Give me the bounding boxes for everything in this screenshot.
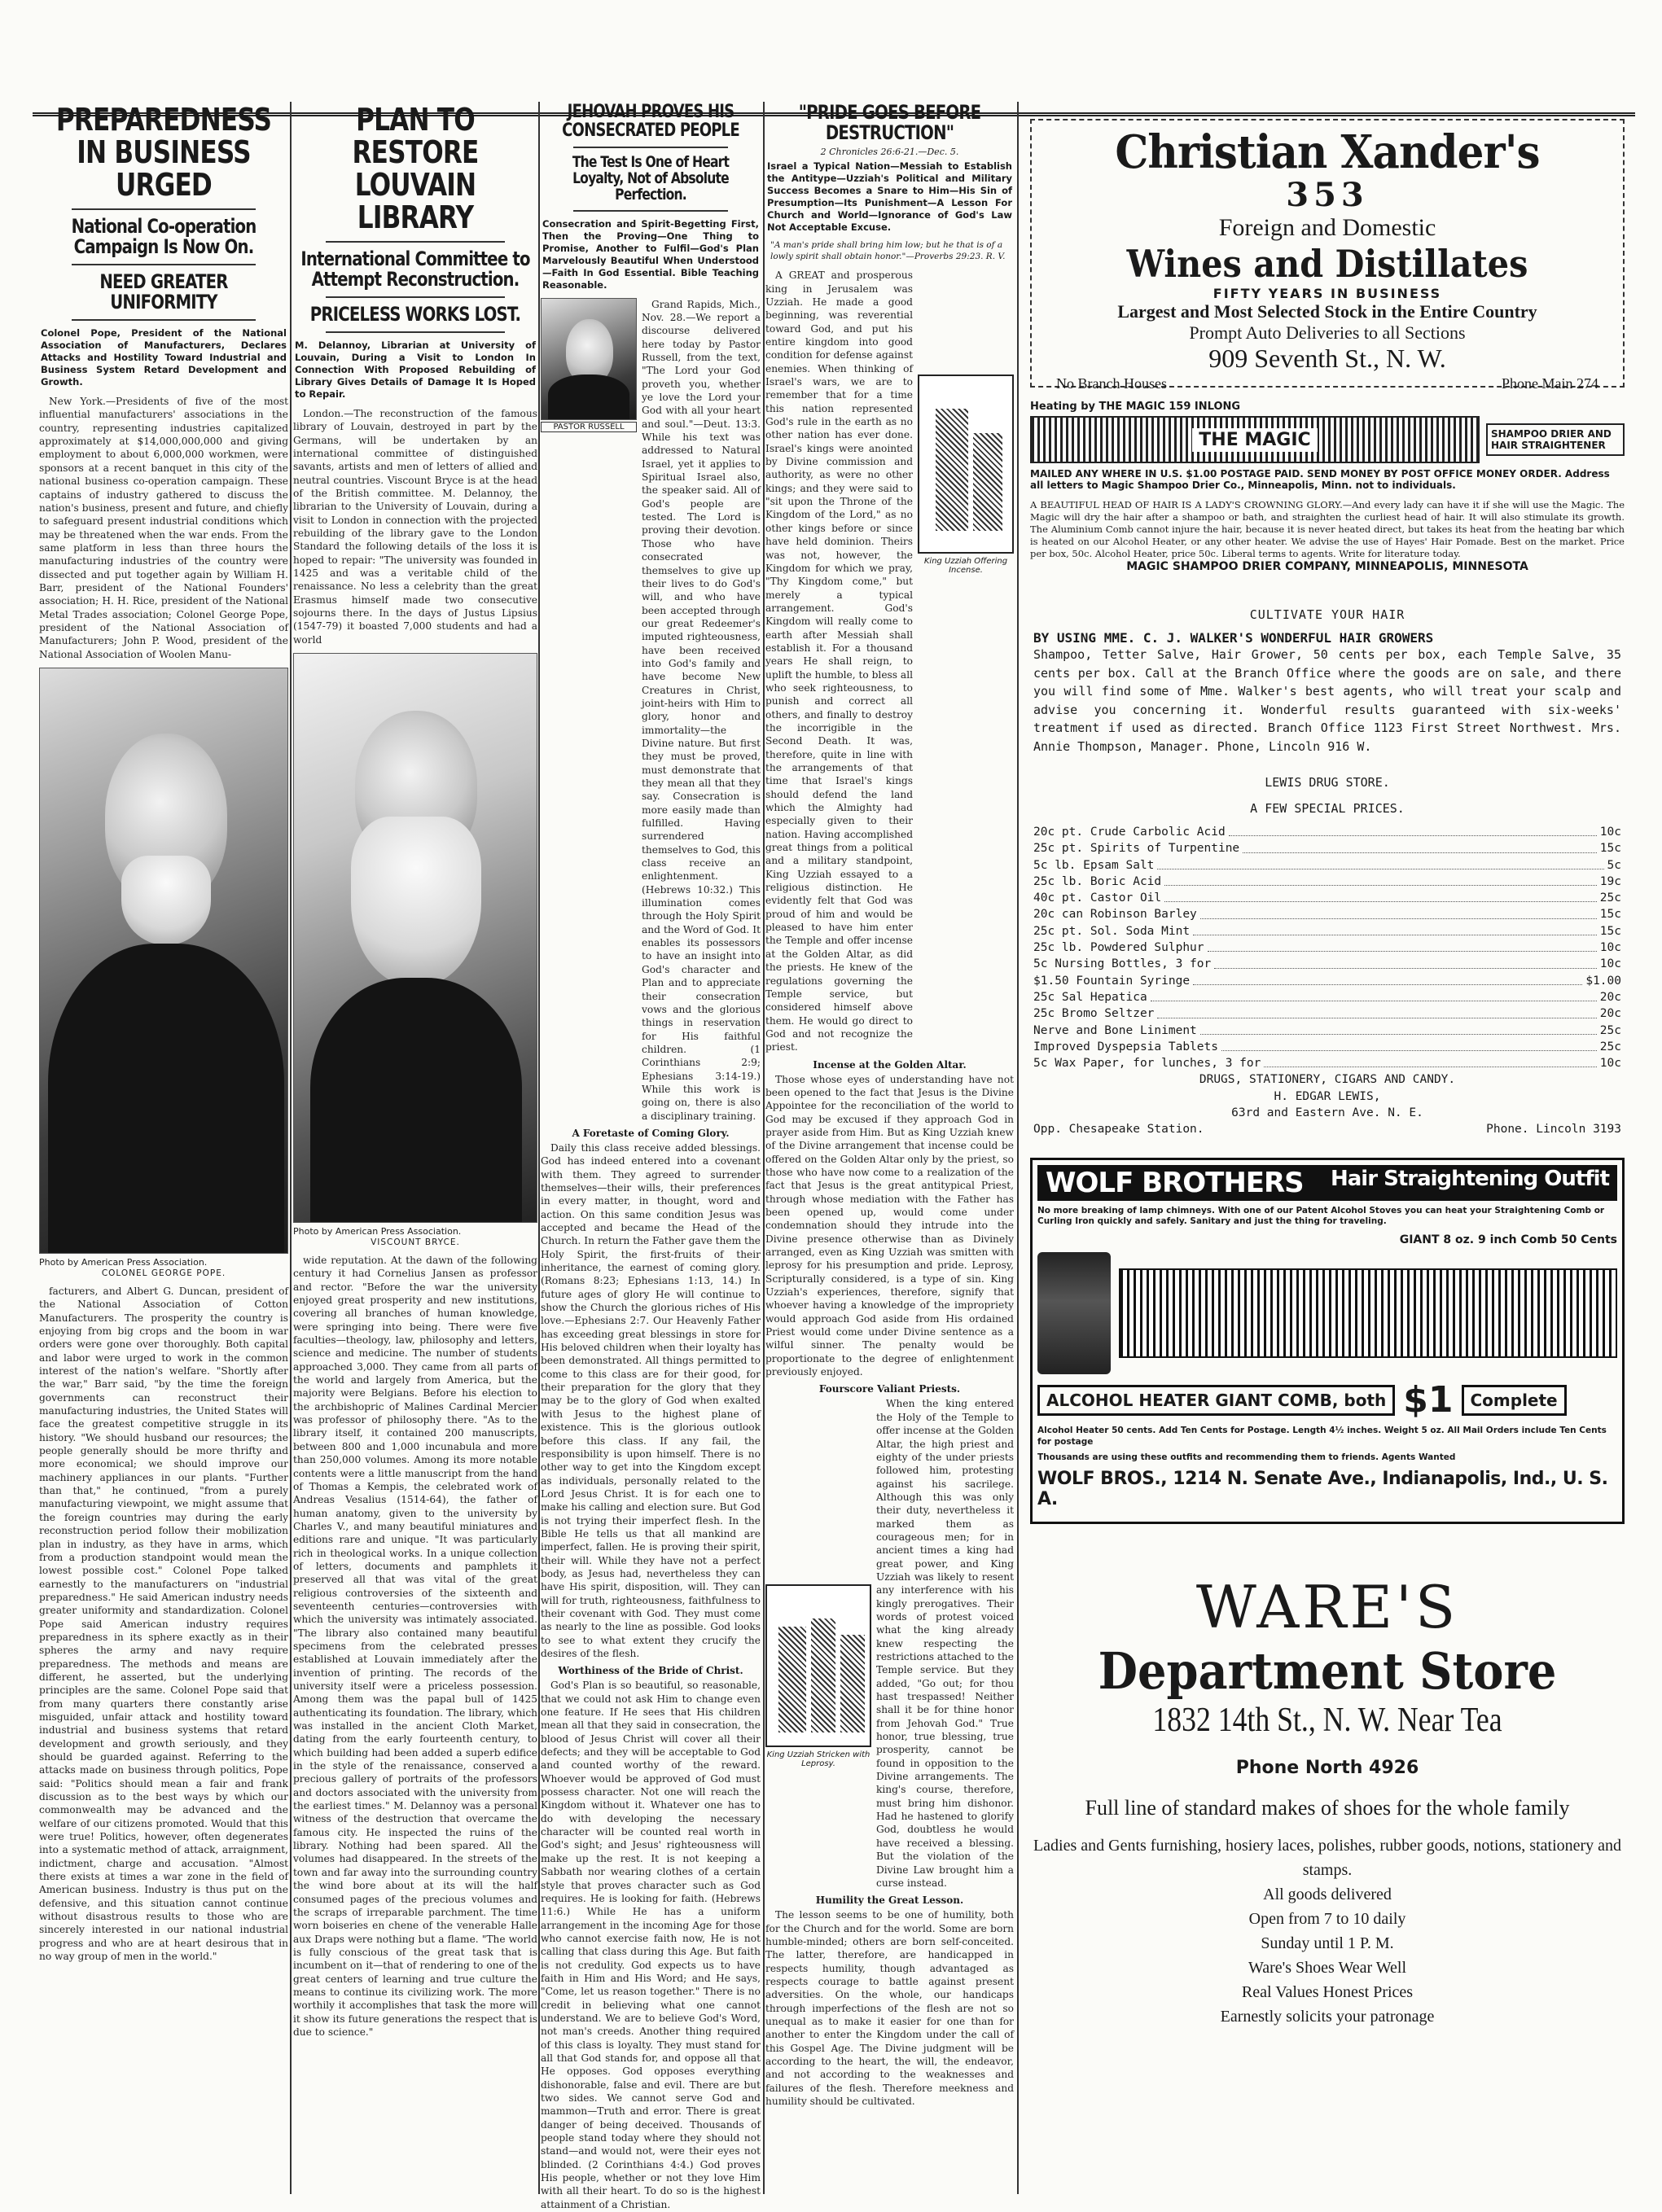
deck: The Test Is One of Heart Loyalty, Not of Absolute Perfection. [572,153,730,204]
subhead: Fourscore Valiant Priests. [818,1383,961,1395]
deck: International Committee to Attempt Reconstruction. [300,247,530,291]
item-price: 15c [1599,842,1621,856]
deck: NEED GREATER UNIFORMITY [99,270,228,314]
article-body: New York.—Presidents of five of the most influential manufacturers' associations in the country, representing industries capitalized approximately at $14,000,000,000 and giving employment to about 6,000,000 workmen, were sponsors at a recent banquet in this city of the national business co-operation campaign. These captains of industry gathered to discuss the nation's business, present and future, and chiefly to safeguard present industrial conditions which may be threatened when the war ends. From the same platform in less than three hours the manufacturing industries of the country were dissected and put together again by William H. Barr, president of the National Founders' association; H. H. Rice, president of the National Metal Trades association; Colonel George Pope, president of the National Association of Manufacturers; John P. Wood, president of the National Association of Woolen Manu- [39,396,288,660]
price-row [1033,890,1621,906]
column-rule [1017,102,1019,2194]
ad-lewis-drug: LEWIS DRUG STORE. A FEW SPECIAL PRICES. 20c pt. Crude Carbolic Acid 10c 25c pt. Spirits of Turpentine 15c 5c lb. Epsam Salt 5c 25c lb. Boric Acid 19c 40c pt. Castor Oil 25c 20c can Robinson Barley 15c 25c pt. Sol. Soda Mint 15c 25c lb. Powdered Sulphur 10c 5c Nursing Bottles, 3 for 10c $1.50 Fountain Syringe $1.00 25c Sal Hepatica 20c 25c Bromo Seltzer 20c Nerve and Bone Liniment 25c Improved Dyspepsia Tablets 25c 5c Wax Paper, for lunches, 3 for 10c DRUGS, STATIONERY, CIGARS AND CANDY. H. EDGAR LEWIS, 63rd and Eastern Ave. N. E. Opp. Chesapeake Station. Phone. Lincoln 3193 [1033,775,1621,1138]
ad-christian-xander: Christian Xander's 353 Foreign and Domestic Wines and Distillates FIFTY YEARS IN BUSINESS Largest and Most Selected Stock in the Entire Country Prompt Auto Deliveries to all Sections 909 Seventh St., N. W. No Branch Houses Phone Main 274 [1030,119,1625,388]
price-row [1033,1023,1621,1039]
article-louvain [293,99,537,2175]
item-price: 15c [1599,908,1621,922]
item-name: 25c lb. Powdered Sulphur [1033,941,1204,955]
subhead: Incense at the Golden Altar. [813,1058,967,1071]
ad-phone: Phone. Lincoln 3193 [1486,1123,1621,1137]
price: $1 [1403,1379,1454,1421]
illustration-caption: King Uzziah Stricken with Leprosy. [766,1750,870,1769]
comb-icon [1119,1268,1617,1358]
article-body: When the king entered the Holy of the Temple to offer incense at the Golden Altar, the high priest and eighty of the under priests followed him, protesting against his sacrilege. Although this was only their duty, nevertheless it marked them as courageous men; for in ancient times a king had great power, and King Uzziah was likely to resent any interference with his kingly prerogatives. Their words of protest voiced what the king already knew respecting the restrictions attached to the Temple service. But they added, "Go out; for thou hast trespassed! Neither shall it be for thine honor from Jehovah God." True honor, true blessing, true prosperity, cannot be found in opposition to the Divine arrangements. The king's course, therefore, must bring him dishonor. Had he hastened to glorify God, doubtless he would have received a blessing. But the violation of the Divine Law brought him a curse instead. [876,1398,1014,1889]
item-name: 25c pt. Spirits of Turpentine [1033,842,1240,856]
portrait-photo [293,653,537,1223]
article-body: London.—The reconstruction of the famous library of Louvain, destroyed in part by the Germans, will be undertaken by an international committee of distinguished savants, artists and men of letters of allied and neutral countries. Viscount Bryce is at the head of the British committee. M. Delannoy, the librarian to the University of Louvain, during a visit to London in connection with the projected rebuilding of the library gave to the London Standard the following details of the loss it is hoped to repair: "The university was founded in 1425 and was a veritable child of the renaissance. No less a celebrity than the great Erasmus himself made two consecutive sojourns there. In the days of Justus Lipsius (1547-79) it boasted 7,000 students and had a world [293,407,537,646]
photo-credit: Photo by American Press Association. [39,1256,208,1268]
deck: National Co-operation Campaign Is Now On. [71,214,257,258]
portrait-label: PASTOR RUSSELL [541,422,637,432]
ad-wares-department-store: WARE'S Department Store 1832 14th St., N. W. Near Tea Phone North 4926 Full line of standard makes of shoes for the whole family Ladies and Gents furnishing, hosiery laces, polishes, rubber goods, notions, stationery and stamps. All goods delivered Open from 7 to 10 daily Sunday until 1 P. M. Ware's Shoes Wear Well Real Values Honest Prices Earnestly solicits your patronage [1030,1573,1625,2029]
comb-icon: THE MAGIC [1030,416,1480,463]
item-price: 10c [1599,826,1621,839]
item-price: 15c [1599,924,1621,938]
article-pride [765,99,1014,2175]
article-body: Grand Rapids, Mich., Nov. 28.—We report a discourse delivered here today by Pastor Russell, from the text, "The Lord your God proveth you, whether ye love the Lord your God with all your heart and soul."—Deut. 13:3. While his text was addressed to Natural Israel, yet it applies to Spiritual Israel also, the speaker said. All of God's people are tested. The Lord is proving their devotion. Those who have consecrated themselves to give up their lives to do God's will, and who have been accepted through our great Redeemer's imputed righteousness, have been received into God's family and have become New Creatures in Christ, joint-heirs with Him to glory, honor and immortality—the Divine nature. But first they must be proved, must demonstrate that they mean all that they say. Consecration is more easily made than fulfilled. Having surrendered themselves to God, this class receive an enlightenment. (Hebrews 10:32.) This illumination comes through the Holy Spirit and the Word of God. It enables its possessors to have an insight into God's character and Plan and to appreciate their consecration vows and the glorious things in reservation for His faithful children. (1 Corinthians 2:9; Ephesians 3:14-19.) While this work is going on, there is also a disciplinary training. [642,298,761,1122]
portrait-photo [39,668,288,1254]
item-name: 25c Sal Hepatica [1033,990,1147,1004]
item-price: 25c [1599,1023,1621,1037]
price-row [1033,840,1621,856]
headline: PLAN TO RESTORE LOUVAIN LIBRARY [352,102,479,235]
ad-phone: Phone North 4926 [1235,1757,1419,1778]
item-price: 20c [1599,1007,1621,1021]
item-price: 20c [1599,990,1621,1004]
ad-address: 909 Seventh St., N. W. [1208,344,1446,373]
alcohol-heater-icon [1037,1252,1111,1374]
item-name: 20c pt. Crude Carbolic Acid [1033,826,1226,839]
ad-wolf-brothers: WOLF BROTHERS Hair Straightening Outfit No more breaking of lamp chimneys. With one of our Patent Alcohol Stoves you can heat your Straightening Comb or Curling Iron quickly and safely. Sanitary and just the thing for traveling. GIANT 8 oz. 9 inch Comb 50 Cents ALCOHOL HEATER GIANT COMB, both $1 Complete Alcohol Heater 50 cents. Add Ten Cents for Postage. Length 4½ inches. Weight 5 oz. All Mail Orders include Ten Cents for postage Thousands are using these outfits and recommending them to friends. Agents Wanted WOLF BROS., 1214 N. Senate Ave., Indianapolis, Ind., U. S. A. [1030,1158,1625,1524]
column-rule [538,102,540,2194]
price-row [1033,824,1621,840]
photo-credit: Photo by American Press Association. [293,1226,462,1237]
item-price: 10c [1599,1057,1621,1071]
epigraph: "A man's pride shall bring him low; but he that is of a lowly spirit shall obtain honor."—Proverbs 29:23. R. V. [770,240,1006,261]
item-name: 40c pt. Castor Oil [1033,891,1162,905]
price-list [1033,824,1621,1071]
price-row [1033,906,1621,922]
ad-walker-hair: CULTIVATE YOUR HAIR BY USING MME. C. J. WALKER'S WONDERFUL HAIR GROWERS Shampoo, Tetter Salve, Hair Grower, 50 cents per box, each Temple Salve, 35 cents per box. Call at the Branch Office where the goods are on sale, and there you will find some of Mme. Walker's best agents, who will treat your scalp and advise you concerning it. Wonderful results guaranteed with six-weeks' treatment if used as directed. Branch Office 1123 First Street Northwest. Mrs. Annie Thompson, Manager. Phone, Lincoln 916 W. [1033,607,1621,754]
item-name: 25c Bromo Seltzer [1033,1007,1155,1021]
ad-number: 353 [1286,176,1369,214]
article-body: wide reputation. At the dawn of the following century it had Cornelius Jansen as professor and rector. "Before the war the university enjoyed great prosperity and new institutions, covering all branches of human knowledge, were springing into being. There were five faculties—theology, law, philosophy and letters, science and medicine. The number of students approached 3,000. They came from all parts of the world and largely from America, but the majority were Belgians. Before his election to the archbishopric of Malines Cardinal Mercier was professor of philosophy there. "As to the library itself, it contained 200 manuscripts, between 800 and 1,000 incunabula and more than 250,000 volumes. Among its more notable contents were a little manuscript from the hand of Thomas a Kempis, the celebrated work of Andreas Vesalius (1514-64), the father of human anatomy, given to the university by Charles V., and many beautiful miniatures and editions rare and unique. "It was particularly rich in theological works. In a unique collection of letters, documents and pamphlets it preserved all that was vital of the great religious controversies of the sixteenth and seventeenth centuries—controversies with which the university was intimately associated. "The library also contained many beautiful specimens from the celebrated presses established at Louvain immediately after the invention of printing. The records of the university itself were a priceless possession. Among them was the papal bull of 1425 authenticating its foundation. The library, which was installed in the ancient Cloth Market, dating from the early fourteenth century, to which building had been added a superb edifice in the style of the renaissance, conserved a precious gallery of portraits of the professors and doctors associated with the university from the earliest times." M. Delannoy was a personal witness of the destruction that overcame the famous city. He inspected the ruins of the library. Nothing had been spared. All the volumes had disappeared. In the streets of the town and far away into the surrounding country the wind bore about at its will the half consumed pages of the precious volumes and the scraps of irreparable parchment. The time worn boiseries en chene of the venerable Halle aux Draps were nothing but a flame. "The world is fully conscious of the great task that is incumbent on it—that of rendering to one of the great centers of learning and true culture the means to continue its civilizing work. The more worthily it accomplishes that task the more will it show its future generations the respect that is due to science." [293,1255,537,2038]
subhead: A Foretaste of Coming Glory. [572,1127,730,1139]
summary: M. Delannoy, Librarian at University of Louvain, During a Visit to London In Connection With Proposed Rebuilding of Library Gives Details of Damage It Is Hoped to Repair. [295,339,536,400]
subhead: Worthiness of the Bride of Christ. [558,1665,743,1677]
ad-address: 1832 14th St., N. W. Near Tea [1152,1701,1502,1739]
item-name: 25c lb. Boric Acid [1033,874,1162,888]
item-name: $1.50 Fountain Syringe [1033,974,1191,988]
column-rule [290,102,292,2194]
article-jehovah [541,99,761,2210]
price-row [1033,1039,1621,1055]
item-price: 19c [1599,874,1621,888]
price-row [1033,1005,1621,1022]
price-row [1033,973,1621,989]
scripture-reference: 2 Chronicles 26:6-21.—Dec. 5. [820,147,959,158]
price-row [1033,940,1621,956]
item-price: 10c [1599,941,1621,955]
ad-phone: Phone Main 274 [1502,375,1598,392]
article-body: The lesson seems to be one of humility, both for the Church and for the world. Some are born humble-minded; others are born self-conceited. The latter, therefore, are handicapped in respects humility, though advantaged as respects courage to battle against present adversities. On the whole, our handicaps through imperfections of the flesh are not so unequal as to make it easier for one than for another to enter the Kingdom under the call of this Gospel Age. The Divine judgment will be according to the heart, the will, the endeavor, and not according to the weaknesses and failures of the flesh. Therefore meekness and humility should be cultivated. [765,1909,1014,2107]
ad-magic-shampoo-drier: Heating by THE MAGIC 159 INLONG THE MAGIC SHAMPOO DRIER AND HAIR STRAIGHTENER MAILED ANY WHERE IN U.S. $1.00 POSTAGE PAID. SEND MONEY BY POST OFFICE MONEY ORDER. Address all letters to Magic Shampoo Drier Co., Minneapolis, Minn. not to individuals. A BEAUTIFUL HEAD OF HAIR IS A LADY'S CROWNING GLORY.—And every lady can have it if she will use the Magic. The Magic will dry the hair after a shampoo or bath, and straighten the curliest head of hair. It will also stimulate its growth. The Aluminium Comb cannot injure the hair, because it is never heated direct, but takes its heat from the heating bar which is heated on our Alcohol Heater, or any other heater. We advise the use of Hayes' Hair Pomade. Best on the market. Price per box, 50c. Alcohol Heater, price 50c. Liberal terms to agents. Write for literature today. MAGIC SHAMPOO DRIER COMPANY, MINNEAPOLIS, MINNESOTA [1030,401,1625,573]
article-preparedness [39,99,288,2175]
article-body: God's Plan is so beautiful, so reasonable, that we could not ask Him to change even one feature. If He sees that His children mean all that they said in consecration, the blood of Jesus Christ will cover all their defects; and they will be acceptable to God and counted worthy of the reward. Whoever would be approved of God must possess character. Not one will reach the Kingdom without it. Whatever one has to do with developing the necessary character will be counted real worth in God's sight; and Jesus' righteousness will make up the rest. It is not keeping a Sabbath nor wearing clothes of a certain style that proves character such as God requires. He is looking for faith. (Hebrews 11:6.) While He has a uniform arrangement in the incoming Age for those who cannot exercise faith now, He is not calling that class during this Age. But faith is not credulity. God expects us to have faith in Him and His Word; and He says, "Come, let us reason together." There is no credit in believing what one cannot understand. We are to believe God's Word, not man's creeds. Another thing required of this class is loyalty. They must stand for all that God stands for, and oppose all that He opposes. God opposes everything dishonorable, false and evil. There are but two sides. We cannot serve God and mammon—Truth and error. There is great danger of being deceived. Thousands of people stand today where they should not stand—and would not, were their eyes not blinded. (2 Corinthians 4:4.) God proves His people, whether or not they love Him with all their heart. To do so is the highest attainment of a Christian. [541,1680,761,2210]
summary: Israel a Typical Nation—Messiah to Establish the Antitype—Uzziah's Political and Military Success Becomes a Snare to Him—His Sin of Presumption—Its Punishment—A Lesson For Church and World—Ignorance of God's Law Not Acceptable Excuse. [767,160,1012,234]
article-body: A GREAT and prosperous king in Jerusalem was Uzziah. He made a good beginning, was reverential toward God, and put his entire kingdom into good condition for defense against enemies. When thinking of Israel's wars, we are to remember that for a time this nation represented God's rule in the earth as no other nation has ever done. Israel's kings were anointed by Divine commission and authority, as were no other kings; and they were said to "sit upon the Throne of the Kingdom of the Lord," as no other kings before or since have held dominion. Theirs was not, however, the Kingdom for which we pray, "Thy Kingdom come," but merely a typical arrangement. God's Kingdom will really come to earth after Messiah shall establish it. For a thousand years He shall reign, to uplift the humble, to bless all who seek righteousness, to punish and correct all others, and finally to destroy the incorrigible in the Second Death. It was, therefore, quite in line with the arrangements of that time that Israel's kings should defend the land which the Almighty had especially given to their nation. Having accomplished great things from a political and a military standpoint, King Uzziah essayed to a religious distinction. He evidently felt that God was proud of him and would be pleased to have him enter the Temple and offer incense at the Golden Altar, as did the priests. He knew of the regulations governing the Temple service, but considered himself above them. He would go direct to God and not recognize the priest. [765,269,913,1053]
advertisements [1022,99,1633,2184]
price-row [1033,923,1621,940]
price-row [1033,956,1621,972]
ad-title: Christian Xander's [1115,125,1540,179]
photo-caption: VISCOUNT BRYCE. [371,1237,460,1247]
headline: PREPAREDNESS IN BUSINESS URGED [55,102,272,203]
item-price: 5c [1607,858,1621,872]
headline: "PRIDE GOES BEFORE DESTRUCTION" [798,101,981,145]
item-price: $1.00 [1585,974,1621,988]
price-row [1033,857,1621,874]
ad-title: WARE'S [1195,1572,1459,1641]
item-name: 5c Nursing Bottles, 3 for [1033,957,1212,971]
item-price: 25c [1599,1040,1621,1053]
illustration-uzziah-incense [918,375,1014,554]
item-name: 20c can Robinson Barley [1033,908,1197,922]
column-rule [763,102,765,2194]
price-row [1033,989,1621,1005]
summary: Colonel Pope, President of the National Association of Manufacturers, Declares Attacks and Hostility Toward Industrial and Business System Retard Development and Growth. [41,327,287,388]
summary: Consecration and Spirit-Begetting First, Then the Proving—One Thing to Promise, Another to Fulfil—God's Plan Marvelously Beautiful When Understood—Faith In God Essential. Bible Teaching Reasonable. [542,218,759,291]
item-name: 25c pt. Sol. Soda Mint [1033,924,1191,938]
photo-caption: COLONEL GEORGE POPE. [101,1268,226,1278]
headline: JEHOVAH PROVES HIS CONSECRATED PEOPLE [562,102,739,142]
item-name: 5c lb. Epsam Salt [1033,858,1155,872]
article-body: Daily this class receive added blessings. God has indeed entered into a covenant with them. They agreed to surrender themselves—their wills, their preferences in every matter, in thought, word and action. On this same condition Jesus was accepted and became the Head of the Church. In return the Father gave them the Holy Spirit, the first-fruits of their inheritance, the earnest of coming glory. (Romans 8:23; Ephesians 1:13, 14.) In future ages of glory He will continue to show the Church the glorious riches of His love.—Ephesians 2:7. Our Heavenly Father has exceeding great blessings in store for His beloved children when their loyalty has been demonstrated. All things permitted to come to this class are for their good, for their preparation for the glory that they may be to the glory of God when exalted with Jesus to the highest plane of existence. This is the glorious outlook before this class. If any fail, the responsibility is upon himself. There is no other way to get into the Kingdom except as individuals, personally related to the Lord Jesus Christ. It is for each one to make his calling and election sure. But God is not trying their imperfect flesh. In the Bible He tells us that all mankind are imperfect, fallen. He is proving their spirit, their will. While they have not a perfect body, as Jesus had, nevertheless they can have His spirit, disposition, will. They can will for truth, righteousness, faithfulness to their covenant with God. They must come as nearly to the line as possible. God looks to see to what extent they crucify the desires of the flesh. [541,1141,761,1659]
item-name: Nerve and Bone Liniment [1033,1023,1197,1037]
item-name: Improved Dyspepsia Tablets [1033,1040,1218,1053]
price-row [1033,1055,1621,1071]
article-body: Those whose eyes of understanding have not been opened to the fact that Jesus is the Divine Appointee for the reconciliation of the world to God may be excused if they approach God in prayer aside from Him. But as King Uzziah knew of the Divine arrangement that incense could be offered on the Golden Altar only by the priest, so those who have now come to a realization of the fact that Jesus is the great antitypical Priest, through whose mediation with the Father has been opened up, would come under condemnation should they intrude into the Divine presence otherwise than as Divinely arranged, even as King Uzziah was smitten with leprosy for his presumption and pride. Leprosy, Scripturally considered, is a type of sin. King Uzziah's experiences, therefore, signify that whoever having a knowledge of the impropriety would approach God aside from His ordained Priest would come under Divine sentence as a wilful sinner. The penalty would be proportionate to the degree of enlightenment previously enjoyed. [765,1073,1014,1378]
illustration-uzziah-leprosy [765,1584,871,1747]
article-body: facturers, and Albert G. Duncan, president of the National Association of Cotton Manufacturers. The prosperity the country is enjoying from big crops and the boom in war orders were gone over thoroughly. Both capital and labor were urged to work in the common interest of the nation's welfare. "Shortly after the war," Barr said, "by the time the foreign governments can reconstruct their manufacturing industries, the United States will face the greatest competitive struggle in its history. "We should husband our resources; the people generally should be more thrifty and more economical; we should improve our machinery appliances in our plants. "Further than that," he continued, "from a purely manufacturing viewpoint, we might assume that the foreign countries may during the early reconstruction period follow their mobilization plan in industry, as they have in arms, which from a production standpoint would mean the lowest possible cost." Colonel Pope talked earnestly to the manufacturers on "industrial preparedness." He said American industry needs greater uniformity and standardization. Colonel Pope said American industry requires preparedness in its sphere exactly as in their spheres the army and navy require preparedness. The methods and means are different, he asserted, but the underlying principles are the same. Colonel Pope said that from many quarters there constantly arise misguided, unfair attack and hostility toward industrial and business systems that retard development and growth seriously, and they should be guarded against. Referring to the attacks made on business through politics, Pope said: "Politics should mean a fair and frank discussion as to the best ways by which our commonwealth may be advanced and the welfare of our citizens promoted. Would that this were true! Politics, however, often degenerates into a systematic method of attack, arraignment, indictment, charge and accusation. "Almost there exists at times a war zone in the field of American business. Industry is thus put on the defensive, and this situation cannot continue without disastrous results to those who are sincerely interested in our national industrial progress and who are at heart desirous that in no way group of men in the world." [39,1285,288,1963]
illustration-caption: King Uzziah Offering Incense. [923,557,1008,576]
price-row [1033,874,1621,890]
subhead: Humility the Great Lesson. [815,1894,964,1907]
deck: PRICELESS WORKS LOST. [309,302,521,326]
item-name: 5c Wax Paper, for lunches, 3 for [1033,1057,1261,1071]
item-price: 10c [1599,957,1621,971]
item-price: 25c [1599,891,1621,905]
pastor-portrait [541,298,637,420]
